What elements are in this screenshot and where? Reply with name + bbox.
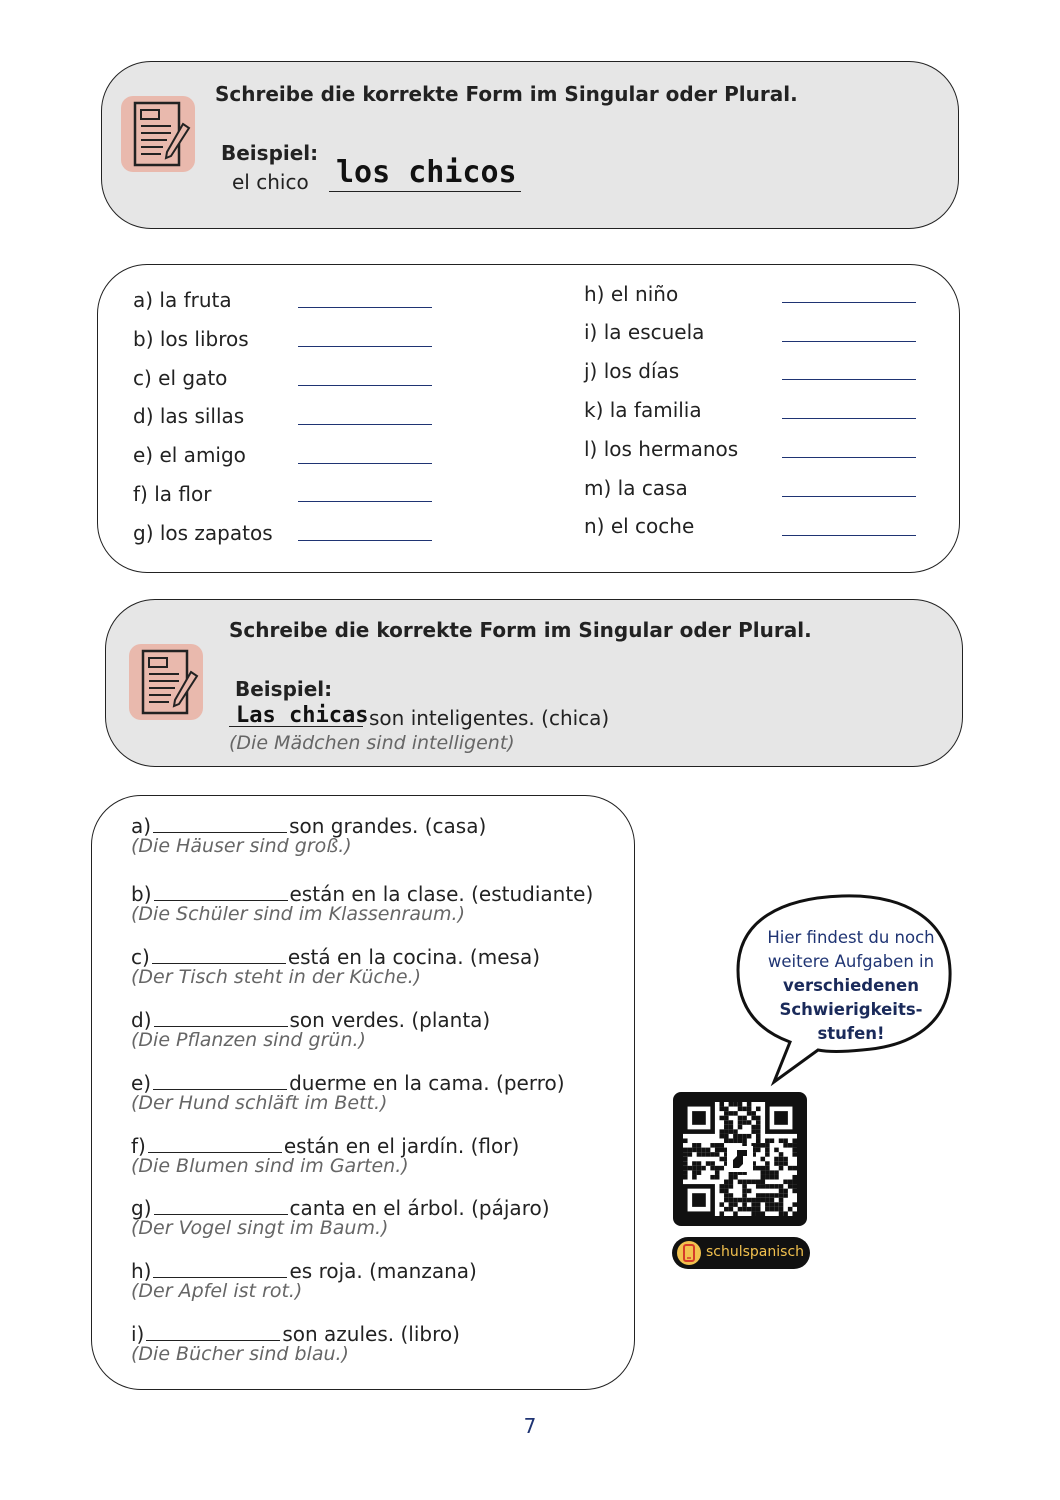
sentence-letter: c) <box>131 945 150 969</box>
worksheet-icon <box>121 96 195 172</box>
sentence-letter: g) <box>131 1196 152 1220</box>
sentence-translation: (Die Pflanzen sind grün.) <box>131 1029 366 1051</box>
sentence-text: es roja. (manzana) <box>289 1259 477 1283</box>
sentence-text: son azules. (libro) <box>282 1322 460 1346</box>
answer-blank[interactable] <box>154 1008 288 1027</box>
sentence-letter: h) <box>131 1259 152 1283</box>
answer-blank[interactable] <box>298 346 432 347</box>
answer-blank[interactable] <box>152 945 286 964</box>
list-item: d) las sillas <box>133 404 245 428</box>
example-sentence-2: son inteligentes. (chica) <box>369 706 610 730</box>
answer-blank[interactable] <box>148 1134 282 1153</box>
list-item: f) la flor <box>133 482 212 506</box>
answer-blank[interactable] <box>153 1259 287 1278</box>
example-answer-line-2 <box>229 726 363 727</box>
bubble-line-bold: verschiedenen <box>783 976 919 995</box>
sentence-letter: f) <box>131 1134 146 1158</box>
bubble-line-bold: Schwierigkeits- <box>779 1000 923 1019</box>
answer-blank[interactable] <box>782 496 916 497</box>
example-answer-line-1 <box>329 191 521 192</box>
brand-name: schulspanisch <box>706 1244 805 1260</box>
answer-blank[interactable] <box>154 882 288 901</box>
list-item: n) el coche <box>584 514 695 538</box>
answer-blank[interactable] <box>298 424 432 425</box>
answer-blank[interactable] <box>146 1322 280 1341</box>
list-item: l) los hermanos <box>584 437 739 461</box>
answer-blank[interactable] <box>153 1071 287 1090</box>
sentence-letter: b) <box>131 882 152 906</box>
sentence-translation: (Der Hund schläft im Bett.) <box>131 1092 388 1114</box>
answer-blank[interactable] <box>298 307 432 308</box>
sentence-translation: (Der Tisch steht in der Küche.) <box>131 966 422 988</box>
qr-code-inner <box>683 1102 797 1216</box>
answer-blank[interactable] <box>782 457 916 458</box>
list-item: c) el gato <box>133 366 228 390</box>
qr-code[interactable] <box>673 1092 807 1226</box>
answer-blank[interactable] <box>782 341 916 342</box>
sentence-text: están en la clase. (estudiante) <box>289 882 594 906</box>
worksheet-icon <box>129 644 203 720</box>
answer-blank[interactable] <box>782 379 916 380</box>
bubble-text <box>752 926 950 1046</box>
example-translation-2: (Die Mädchen sind intelligent) <box>229 732 515 754</box>
sentence-translation: (Die Schüler sind im Klassenraum.) <box>131 903 465 925</box>
list-item: m) la casa <box>584 476 688 500</box>
sentence-translation: (Der Vogel singt im Baum.) <box>131 1217 389 1239</box>
sentence-letter: e) <box>131 1071 152 1095</box>
sentence-letter: i) <box>131 1322 145 1346</box>
list-item: h) el niño <box>584 282 679 306</box>
sentence-text: duerme en la cama. (perro) <box>289 1071 565 1095</box>
sentence-text: son grandes. (casa) <box>289 814 487 838</box>
answer-blank[interactable] <box>782 535 916 536</box>
sentence-translation: (Die Bücher sind blau.) <box>131 1343 349 1365</box>
example-answer-1: los chicos <box>336 155 517 190</box>
list-item: i) la escuela <box>584 320 705 344</box>
answer-blank[interactable] <box>154 1196 288 1215</box>
sentence-text: está en la cocina. (mesa) <box>287 945 540 969</box>
answer-blank[interactable] <box>298 540 432 541</box>
sentence-translation: (Die Blumen sind im Garten.) <box>131 1155 409 1177</box>
list-item: j) los días <box>584 359 680 383</box>
example-answer-2: Las chicas <box>236 703 369 728</box>
instruction-title-1: Schreibe die korrekte Form im Singular oder Plural. <box>215 82 798 106</box>
sentence-letter: d) <box>131 1008 152 1032</box>
bubble-line: Hier findest du noch <box>767 928 935 947</box>
example-label-2: Beispiel: <box>235 677 333 701</box>
list-item: a) la fruta <box>133 288 232 312</box>
sentence-text: están en el jardín. (flor) <box>283 1134 520 1158</box>
sentence-letter: a) <box>131 814 152 838</box>
list-item: e) el amigo <box>133 443 246 467</box>
qr-pattern-icon <box>683 1102 797 1216</box>
answer-blank[interactable] <box>153 814 287 833</box>
list-item: b) los libros <box>133 327 249 351</box>
sentence-text: son verdes. (planta) <box>289 1008 491 1032</box>
sentence-translation: (Die Häuser sind groß.) <box>131 835 352 857</box>
sentence-translation: (Der Apfel ist rot.) <box>131 1280 303 1302</box>
bubble-line: weitere Aufgaben in <box>767 952 935 971</box>
answer-blank[interactable] <box>298 463 432 464</box>
brand-badge[interactable] <box>672 1237 810 1269</box>
instruction-title-2: Schreibe die korrekte Form im Singular oder Plural. <box>229 618 812 642</box>
answer-blank[interactable] <box>298 385 432 386</box>
list-item: k) la familia <box>584 398 702 422</box>
phone-icon <box>676 1240 702 1266</box>
answer-blank[interactable] <box>782 302 916 303</box>
answer-blank[interactable] <box>782 418 916 419</box>
bubble-line-bold: stufen! <box>817 1024 885 1043</box>
example-label-1: Beispiel: <box>221 141 319 165</box>
list-item: g) los zapatos <box>133 521 273 545</box>
page-number: 7 <box>523 1414 537 1438</box>
example-word-1: el chico <box>232 170 309 194</box>
answer-blank[interactable] <box>298 501 432 502</box>
sentence-text: canta en el árbol. (pájaro) <box>289 1196 550 1220</box>
